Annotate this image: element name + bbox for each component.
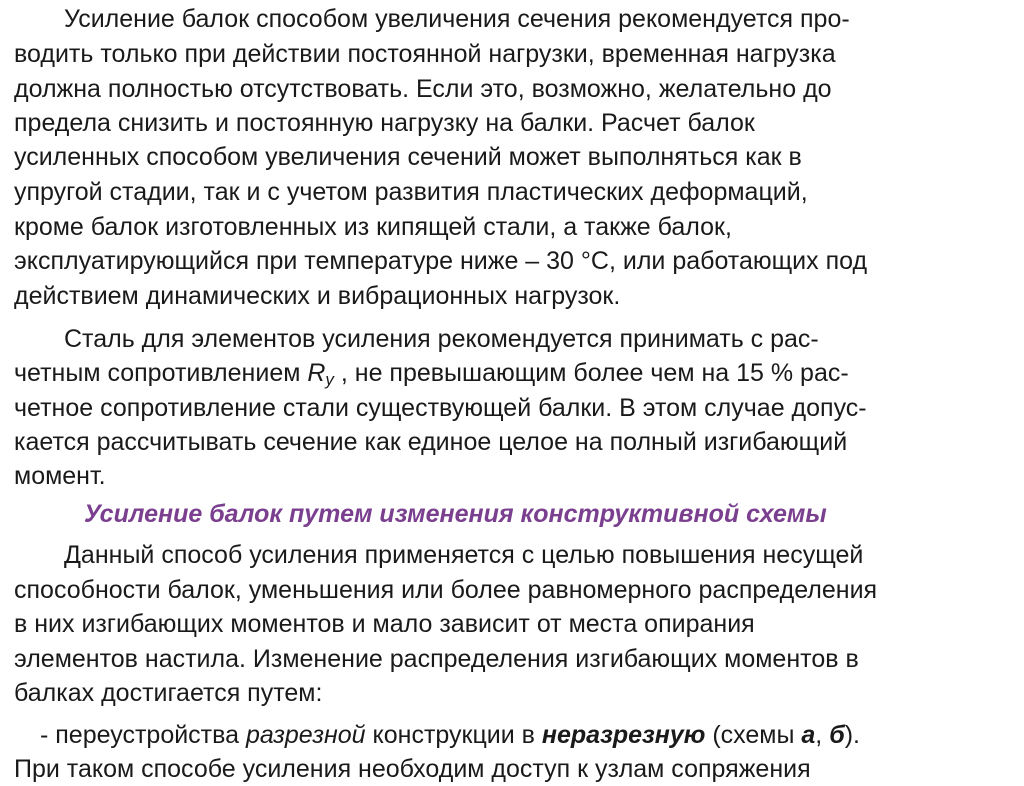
bold-term-continuous: неразрезную xyxy=(541,721,706,749)
list-item-end: ). xyxy=(844,721,860,749)
list-item-comma: , xyxy=(815,721,830,749)
paragraph-1-line-1: Усиление балок способом увеличения сечения рекомендуется про- xyxy=(64,5,850,33)
list-item-prefix: - переустройства xyxy=(40,721,246,749)
paragraph-3-line-2: способности балок, уменьшения или более равномерного распределения xyxy=(14,576,878,604)
paragraph-1-line-7: кроме балок изготовленных из кипящей стали, а также балок, xyxy=(14,213,732,241)
list-item xyxy=(40,718,860,752)
section-heading: Усиление балок путем изменения конструктивной схемы xyxy=(84,500,827,528)
paragraph-1-line-3: должна полностью отсутствовать. Если это, возможно, желательно до xyxy=(14,75,832,103)
paragraph-2-line-4: кается рассчитывать сечение как единое целое на полный изгибающий xyxy=(14,428,848,456)
paragraph-1-line-5: усиленных способом увеличения сечений может выполняться как в xyxy=(14,143,802,171)
paragraph-3-line-5: балках достигается путем: xyxy=(14,679,323,707)
paragraph-1-line-6: упругой стадии, так и с учетом развития пластических деформаций, xyxy=(14,178,808,206)
resistance-symbol: R xyxy=(307,359,326,387)
list-item-middle: конструкции в xyxy=(365,721,542,749)
paragraph-2-text-after: , не превышающим более чем на 15 % рас- xyxy=(333,359,849,387)
paragraph-1-line-8: эксплуатирующийся при температуре ниже – 30 °С, или работающих под xyxy=(14,247,868,275)
scheme-b-label: б xyxy=(829,721,845,749)
cut-off-line: При таком способе усиления необходим доступ к узлам сопряжения xyxy=(14,755,811,783)
italic-term-split: разрезной xyxy=(245,721,366,749)
list-item-after: (схемы xyxy=(705,721,802,749)
paragraph-1-line-2: водить только при действии постоянной нагрузки, временная нагрузка xyxy=(14,40,836,68)
paragraph-2-text-before: четным сопротивлением xyxy=(14,359,308,387)
paragraph-2-line-5: момент. xyxy=(14,462,106,490)
scheme-a-label: а xyxy=(801,721,816,749)
paragraph-1-line-4: предела снизить и постоянную нагрузку на балки. Расчет балок xyxy=(14,109,755,137)
paragraph-3-line-1: Данный способ усиления применяется с целью повышения несущей xyxy=(64,541,864,569)
paragraph-3-line-4: элементов настила. Изменение распределения изгибающих моментов в xyxy=(14,645,859,673)
resistance-subscript: y xyxy=(325,370,334,389)
paragraph-2-line-3: четное сопротивление стали существующей балки. В этом случае допус- xyxy=(14,394,867,422)
paragraph-1-line-9: действием динамических и вибрационных нагрузок. xyxy=(14,282,621,310)
paragraph-3-line-3: в них изгибающих моментов и мало зависит от места опирания xyxy=(14,610,755,638)
paragraph-2-line-1: Сталь для элементов усиления рекомендуется принимать с рас- xyxy=(64,325,819,353)
